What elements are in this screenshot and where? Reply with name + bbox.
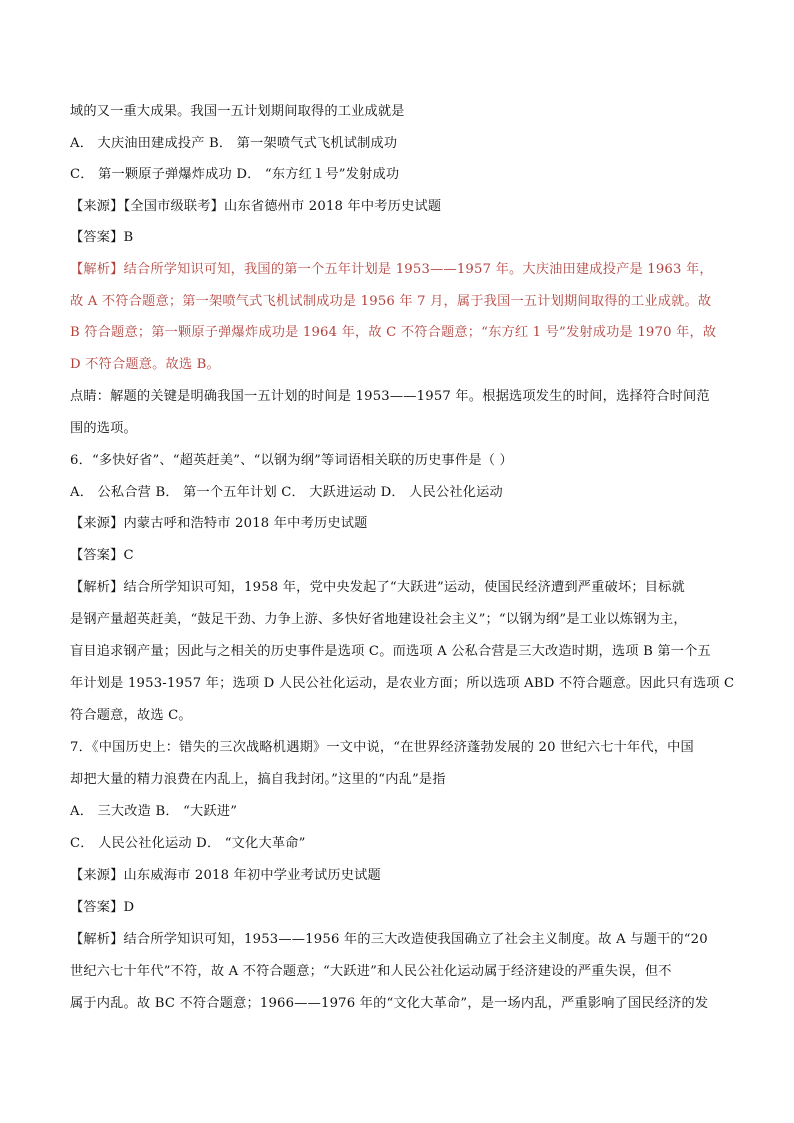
question-5-source: 【来源】【全国市级联考】山东省德州市 2018 年中考历史试题: [70, 199, 442, 214]
question-7-options-a-b: A． 三大改造 B． “大跃进”: [70, 804, 238, 819]
question-5-answer: 【答案】B: [70, 230, 134, 245]
question-7-stem-line-1: 7．《中国历史上：错失的三次战略机遇期》一文中说，“在世界经济蓬勃发展的 20 世纪六七十年代，中国: [70, 740, 694, 755]
question-6-stem: 6．“多快好省”、“超英赶美”、“以钢为纲”等词语相关联的历史事件是（ ）: [70, 453, 513, 468]
question-6-analysis-line-4: 年计划是 1953-1957 年；选项 D 人民公社化运动，是农业方面；所以选项 ABD 不符合题意。因此只有选项 C: [70, 676, 735, 691]
question-5-options-a-b: A． 大庆油田建成投产 B． 第一架喷气式飞机试制成功: [70, 136, 398, 151]
question-6-analysis-line-1: 【解析】结合所学知识可知，1958 年，党中央发起了“大跃进”运动，使国民经济遭到严重破坏；目标就: [70, 580, 685, 595]
question-5-tip-line-2: 围的选项。: [70, 421, 137, 436]
question-7-stem-line-2: 却把大量的精力浪费在内乱上，搞自我封闭。”这里的“内乱”是指: [70, 772, 446, 787]
question-5-analysis-line-2: 故 A 不符合题意；第一架喷气式飞机试制成功是 1956 年 7 月，属于我国一五计划期间取得的工业成就。故: [70, 294, 712, 309]
question-5-stem-tail: 域的又一重大成果。我国一五计划期间取得的工业成就是: [70, 104, 405, 119]
question-5-analysis-line-3: B 符合题意；第一颗原子弹爆炸成功是 1964 年，故 C 不符合题意；“东方红 1 号”发射成功是 1970 年，故: [70, 325, 717, 340]
analysis-text: 结合所学知识可知，我国的第一个五年计划是 1953——1957 年。大庆油田建成投产是 1963 年，: [123, 262, 713, 277]
question-6-analysis-line-2: 是钢产量超英赶美，“鼓足干劲、力争上游、多快好省地建设社会主义”；“以钢为纲”是工业以炼钢为主，: [70, 612, 687, 627]
question-7-options-c-d: C． 人民公社化运动 D． “文化大革命”: [70, 836, 306, 851]
question-6-analysis-line-3: 盲目追求钢产量；因此与之相关的历史事件是选项 C。而选项 A 公私合营是三大改造时期，选项 B 第一个五: [70, 644, 711, 659]
question-6-answer: 【答案】C: [70, 548, 134, 563]
question-7-analysis-line-1: 【解析】结合所学知识可知，1953——1956 年的三大改造使我国确立了社会主义制度。故 A 与题干的“20: [70, 932, 708, 947]
question-7-source: 【来源】山东威海市 2018 年初中学业考试历史试题: [70, 868, 381, 883]
question-5-analysis-line-1: [70, 261, 730, 279]
analysis-tag: 【解析】: [70, 262, 124, 277]
question-6-options: A． 公私合营 B． 第一个五年计划 C． 大跃进运动 D． 人民公社化运动: [70, 485, 503, 500]
question-5-analysis-line-4: D 不符合题意。故选 B。: [70, 357, 220, 372]
question-6-analysis-line-5: 符合题意，故选 C。: [70, 708, 192, 723]
question-6-source: 【来源】内蒙古呼和浩特市 2018 年中考历史试题: [70, 516, 368, 531]
question-7-analysis-line-3: 属于内乱。故 BC 不符合题意；1966——1976 年的“文化大革命”，是一场内乱，严重影响了国民经济的发: [70, 996, 709, 1011]
question-7-answer: 【答案】D: [70, 900, 135, 915]
question-5-options-c-d: C． 第一颗原子弹爆炸成功 D． “东方红１号”发射成功: [70, 167, 400, 182]
question-7-analysis-line-2: 世纪六七十年代”不符，故 A 不符合题意；“大跃进”和人民公社化运动属于经济建设的严重失误，但不: [70, 964, 672, 979]
question-5-tip-line-1: 点睛：解题的关键是明确我国一五计划的时间是 1953——1957 年。根据选项发生的时间，选择符合时间范: [70, 389, 710, 404]
